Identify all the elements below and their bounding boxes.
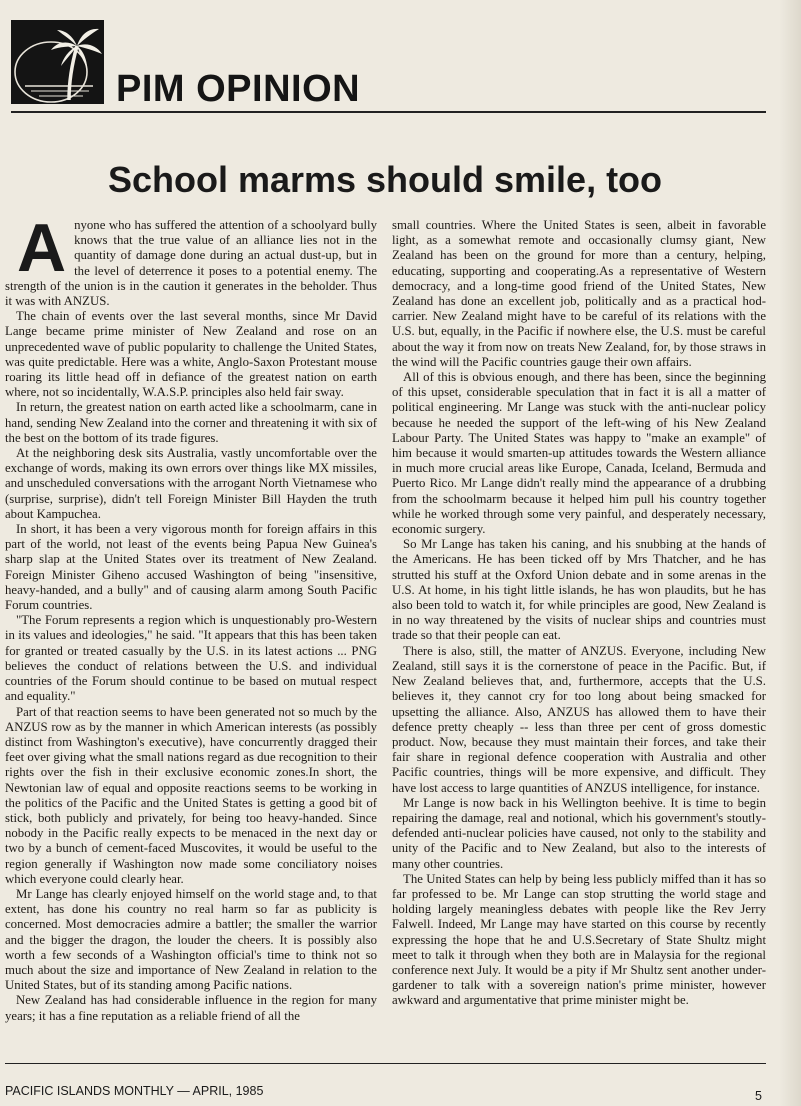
footer-divider — [5, 1063, 766, 1064]
article-paragraph: Part of that reaction seems to have been generated not so much by the ANZUS row as by the manner in which American interests (as possibly distinct from Washington's executive), have concurrently dragged their feet over giving what the small nations regard as due recognition to their rights over the fish in their exclusive economic zones.In short, the Newtonian law of equal and opposite reactions seems to be working in the politics of the Pacific and the United States is getting a good bit of stick, both publicly and privately, for being too heavy-handed. Since nobody in the Pacific really expects to be menaced in the next day or two by a bunch of cement-faced Muscovites, it would be useful to the region generally if Washington now made some conciliatory noises which everyone could clearly hear. — [5, 704, 377, 886]
article-paragraph: In return, the greatest nation on earth acted like a schoolmarm, cane in hand, sending New Zealand into the corner and threatening it with six of the best on the bottom of its trade figures. — [5, 400, 377, 445]
header-divider — [11, 111, 766, 113]
article-paragraph: "The Forum represents a region which is unquestionably pro-Western in its values and ideologies," he said. "It appears that this has been taken for granted or treated casually by the U.S. in its latest actions ... PNG believes the conduct of relations between the U.S. and individual countries of the Forum should continue to be based on mutual respect and equality." — [5, 613, 377, 704]
article-paragraph: At the neighboring desk sits Australia, vastly uncomfortable over the exchange of words, making its own errors over things like MX missiles, and unscheduled conversations with the arrogant North Vietnamese who (surprise, surprise), didn't tell Foreign Minister Bill Hayden the truth about Kampuchea. — [5, 446, 377, 521]
section-title: PIM OPINION — [116, 68, 361, 110]
article-paragraph: Mr Lange is now back in his Wellington beehive. It is time to begin repairing the damage, real and notional, which his government's stoutly-defended anti-nuclear policies have caused, not only to the stability and unity of the Pacific and to New Zealand, but also to the interests of many other countries. — [392, 795, 766, 871]
article-paragraph: small countries. Where the United States is seen, albeit in favorable light, as a somewhat remote and occasionally clumsy giant, New Zealand has been on the ground for more than a century, helping, educating, supporting and cooperating.As a representative of Western democracy, and a long-time good friend of the United States, New Zealand has done an excellent job, politically and as a practical hod-carrier. New Zealand might have to be careful of its relations with the U.S. but, equally, in the Pacific if nowhere else, the U.S. must be careful about the way it from now on treats New Zealand, for, by those straws in the wind will the Pacific countries gauge their own affairs. — [392, 218, 766, 369]
article-paragraph: New Zealand has had considerable influence in the region for many years; it has a fine reputation as a reliable friend of all the — [5, 993, 377, 1023]
article-paragraph: In short, it has been a very vigorous month for foreign affairs in this part of the world, not least of the events being Papua New Guinea's sharp slap at the United States over its treatment of New Zealand. Foreign Minister Giheno accused Washington of being "insensitive, heavy-handed, and a bully" and of causing alarm among South Pacific Forum countries. — [5, 522, 377, 613]
article-paragraph: The United States can help by being less publicly miffed than it has so far professed to be. Mr Lange can stop strutting the world stage and holding largely meaningless debates with people like the Rev Jerry Falwell. Indeed, Mr Lange may have started on this course by recently expressing the hope that he and U.S.Secretary of State Shultz might meet to talk it through when they both are in Malaysia for the regional conference next July. It would be a pity if Mr Shultz sent another under-gardener to talk with a sovereign nation's prime minister, however awkward and argumentative that prime minister might be. — [392, 871, 766, 1008]
article-paragraph: The chain of events over the last several months, since Mr David Lange became prime minister of New Zealand and rose on an unprecedented wave of public popularity to challenge the United States, was quite predictable. Here was a white, Anglo-Saxon Protestant mouse roaring its little head off in defiance of the greatest nation on earth where, not so incidentally, W.A.S.P. principles also held fair sway. — [5, 309, 377, 400]
article-column-left — [5, 210, 377, 1024]
page-number: 5 — [755, 1089, 762, 1103]
article-paragraph: There is also, still, the matter of ANZUS. Everyone, including New Zealand, still says it is the cornerstone of peace in the Pacific. But, if New Zealand believes that, and, furthermore, accepts that the U.S. believes it, they cannot cry for too long about being smacked for upsetting the alliance. Also, ANZUS has allowed them to have their defence pretty cheaply -- less than three per cent of gross domestic product. Now, because they must maintain their forces, and take their fair share in regional defence cooperation with Australia and other Pacific countries, things will be more expensive, and difficult. They have lost access to large quantities of ANZUS intelligence, for instance. — [392, 643, 766, 795]
article-paragraph: All of this is obvious enough, and there has been, since the beginning of this upset, considerable speculation that in fact it is all a matter of political engineering. Mr Lange was stuck with the anti-nuclear policy because he needed the support of the left-wing of his New Zealand Labour Party. The United States was happy to "make an example" of him because it would smarten-up attitudes towards the Western alliance in much more crucial areas like Europe, Canada, Iceland, Bermuda and Puerto Rico. Mr Lange didn't really mind the appearance of a drubbing from the schoolmarm because it helped him pull his country together while he worked through some very painful, and desperately necessary, economic surgery. — [392, 370, 766, 537]
drop-cap: A — [17, 210, 67, 286]
article-paragraph: Anyone who has suffered the attention of a schoolyard bully knows that the true value of an alliance lies not in the quantity of damage done during an actual dust-up, but in the level of deterrence it poses to a potential enemy. The strength of the union is in the caution it generates in the beholder. Thus it was with ANZUS. — [5, 210, 377, 309]
article-column-right — [392, 218, 766, 1009]
publication-footer: PACIFIC ISLANDS MONTHLY — APRIL, 1985 — [5, 1084, 264, 1098]
article-paragraph: Mr Lange has clearly enjoyed himself on the world stage and, to that extent, has done his country no real harm so far as publicity is concerned. Most democracies admire a battler; the smaller the warrior and the bigger the dragon, the louder the cheers. It is possibly also worth a few seconds of a Washington official's time to think not so much about the size and importance of New Zealand in relation to the United States, but of its standing among Pacific nations. — [5, 886, 377, 993]
page-edge-shadow — [779, 0, 801, 1106]
palm-tree-sunset-icon — [11, 20, 104, 104]
article-paragraph: So Mr Lange has taken his caning, and his snubbing at the hands of the Americans. He has been ticked off by Mrs Thatcher, and he has strutted his stuff at the Oxford Union debate and in some arenas in the U.S. At home, in his tight little islands, he has won plaudits, but he has also been told to watch it, for while principles are good, New Zealand is in no way threatened by the visits of nuclear ships and countries must trade so that their people can eat. — [392, 537, 766, 643]
article-headline: School marms should smile, too — [107, 159, 663, 200]
